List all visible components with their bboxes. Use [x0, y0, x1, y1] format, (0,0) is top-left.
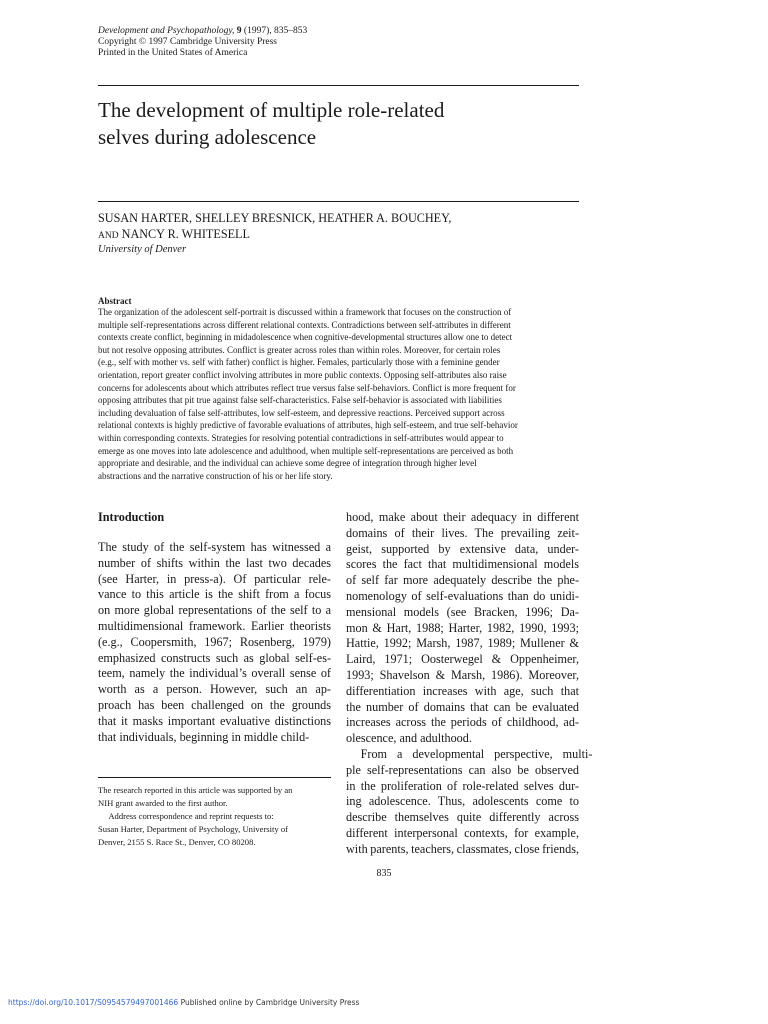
published-online: Published online by Cambridge University Press: [180, 998, 360, 1007]
footnote-rule: [98, 777, 331, 778]
abstract-line: (e.g., self with mother vs. self with father) conflict is higher. Females, particularly those with a feminine gender: [98, 357, 500, 368]
body-line: From a developmental perspective, multi-: [360, 746, 593, 761]
body-line: The study of the self-system has witnessed a: [98, 540, 331, 554]
abstract-line: contexts create conflict, beginning in midadolescence when cognitive-developmental structures allow one to detect: [98, 332, 513, 343]
author-line: [98, 226, 578, 244]
abstract-heading: Abstract: [98, 296, 132, 306]
abstract-body: [98, 306, 578, 482]
footnote-line: NIH grant awarded to the first author.: [98, 798, 228, 808]
title-line: selves during adolescence: [98, 125, 317, 149]
body-line: mon & Hart, 1988; Harter, 1982, 1990, 1993;: [346, 620, 579, 635]
page-number: 835: [376, 868, 392, 879]
body-line: vance to this article is the shift from a focus: [98, 587, 331, 602]
footer-doi: [8, 998, 359, 1007]
right-column: [346, 510, 593, 858]
body-line: increases across the periods of childhood, ad-: [346, 715, 579, 730]
body-line: differentiation increases with age, such that: [346, 683, 579, 698]
abstract-line: orientation, report greater conflict involving attributes in more public contexts. Opposing self-attributes also raise: [98, 369, 507, 380]
left-column: [98, 540, 331, 745]
body-line: the number of domains that can be evaluated: [346, 699, 579, 714]
author-last: NANCY R. WHITESELL: [121, 227, 250, 241]
abstract-line: concerns for adolescents about which attributes reflect true versus false self-behaviors. Conflict is more frequent for: [98, 382, 516, 393]
journal-header: [98, 26, 578, 59]
body-line: teem, namely the individual’s overall sense of: [98, 666, 331, 681]
abstract-line: appropriate and desirable, and the individual can achieve some degree of integration through higher level: [98, 458, 477, 469]
body-line: multidimensional framework. Earlier theorists: [98, 618, 331, 633]
footnote-line: Denver, 2155 S. Race St., Denver, CO 80208.: [98, 837, 256, 847]
title-rule: [98, 201, 579, 202]
body-line: on more global representations of the self to a: [98, 603, 331, 618]
introduction-heading: Introduction: [98, 510, 165, 524]
body-line: ing adolescence. Thus, adolescents come to: [346, 794, 579, 809]
header-rule: [98, 85, 579, 86]
title-line: The development of multiple role-related: [98, 98, 445, 122]
body-line: geist, supported by extensive data, under-: [346, 541, 579, 556]
abstract-line: within corresponding contexts. Strategies for resolving potential contradictions in self-attributes would appear to: [98, 432, 504, 443]
abstract-line: emerge as one moves into late adolescence and adulthood, when multiple self-representations are perceived as both: [98, 445, 514, 456]
body-line: scores the fact that multidimensional models: [346, 557, 579, 572]
body-line: mensional models (see Bracken, 1996; Da-: [346, 604, 579, 619]
author-line: SUSAN HARTER, SHELLEY BRESNICK, HEATHER A. BOUCHEY,: [98, 211, 452, 225]
body-line: olescence, and adulthood.: [346, 731, 472, 746]
affiliation: University of Denver: [98, 244, 187, 255]
body-line: 1993; Shavelson & Marsh, 1986). Moreover,: [346, 667, 579, 682]
article-title: [98, 97, 578, 151]
body-line: Laird, 1971; Oosterwegel & Oppenheimer,: [346, 652, 579, 667]
body-line: ple self-representations can also be observed: [346, 762, 579, 777]
abstract-line: abstractions and the narrative construction of his or her life story.: [98, 470, 333, 481]
abstract-line: but not resolve opposing attributes. Conflict is greater across roles than within roles. Moreover, for certain roles: [98, 344, 501, 355]
body-line: that it masks important evaluative distinctions: [98, 713, 331, 728]
journal-citation: [98, 26, 578, 37]
footnote-line: The research reported in this article was supported by an: [98, 785, 293, 795]
printed-line: Printed in the United States of America: [98, 48, 248, 58]
abstract-line: relational contexts is highly predictive of favorable evaluations of attributes, high self-esteem, and true self-behavior: [98, 420, 518, 431]
copyright-line: Copyright © 1997 Cambridge University Press: [98, 37, 277, 47]
body-line: emphasized constructs such as global self-es-: [98, 650, 331, 665]
journal-name: Development and Psychopathology,: [98, 26, 235, 36]
footnote-line: Address correspondence and reprint requests to:: [108, 811, 274, 821]
body-line: (e.g., Coopersmith, 1967; Rosenberg, 1979): [98, 634, 331, 649]
footnote-line: Susan Harter, Department of Psychology, University of: [98, 824, 289, 834]
body-line: domains of their lives. The prevailing zeit-: [346, 525, 579, 540]
abstract-line: The organization of the adolescent self-portrait is discussed within a framework that focuses on the construction of: [98, 307, 512, 317]
body-line: that individuals, beginning in middle child-: [98, 729, 310, 744]
body-line: hood, make about their adequacy in different: [346, 510, 579, 524]
author-list: [98, 210, 578, 244]
body-line: number of shifts within the last two decades: [98, 555, 331, 570]
body-line: Hattie, 1992; Marsh, 1987, 1989; Mullener &: [346, 636, 579, 651]
body-line: nomenology of self-evaluations than do unidi-: [346, 588, 579, 603]
body-line: in the proliferation of role-related selves dur-: [346, 778, 579, 793]
body-line: proach has been challenged on the grounds: [98, 697, 331, 712]
body-line: different interpersonal contexts, for example,: [346, 825, 579, 840]
journal-year-pages: (1997), 835–853: [243, 26, 308, 36]
body-line: of self far more adequately describe the phe-: [346, 573, 579, 588]
body-line: (see Harter, in press-a). Of particular rele-: [98, 571, 331, 586]
footnote: [98, 784, 331, 849]
body-line: worth as a person. However, such an ap-: [98, 682, 331, 697]
body-line: describe themselves quite differently across: [346, 810, 579, 825]
abstract-line: including devaluation of false self-attributes, low self-esteem, and depressive reactions. Perceived support across: [98, 407, 505, 418]
journal-volume: 9: [236, 26, 242, 36]
abstract-line: multiple self-representations across different relational contexts. Contradictions between self-attributes in different: [98, 319, 511, 330]
body-line: with parents, teachers, classmates, close friends,: [346, 841, 579, 856]
doi-link[interactable]: https://doi.org/10.1017/S0954579497001466: [8, 998, 179, 1007]
abstract-line: opposing attributes that pit true against false self-characteristics. False self-behavior is associated with liabilities: [98, 395, 502, 406]
author-and: AND: [98, 231, 119, 241]
